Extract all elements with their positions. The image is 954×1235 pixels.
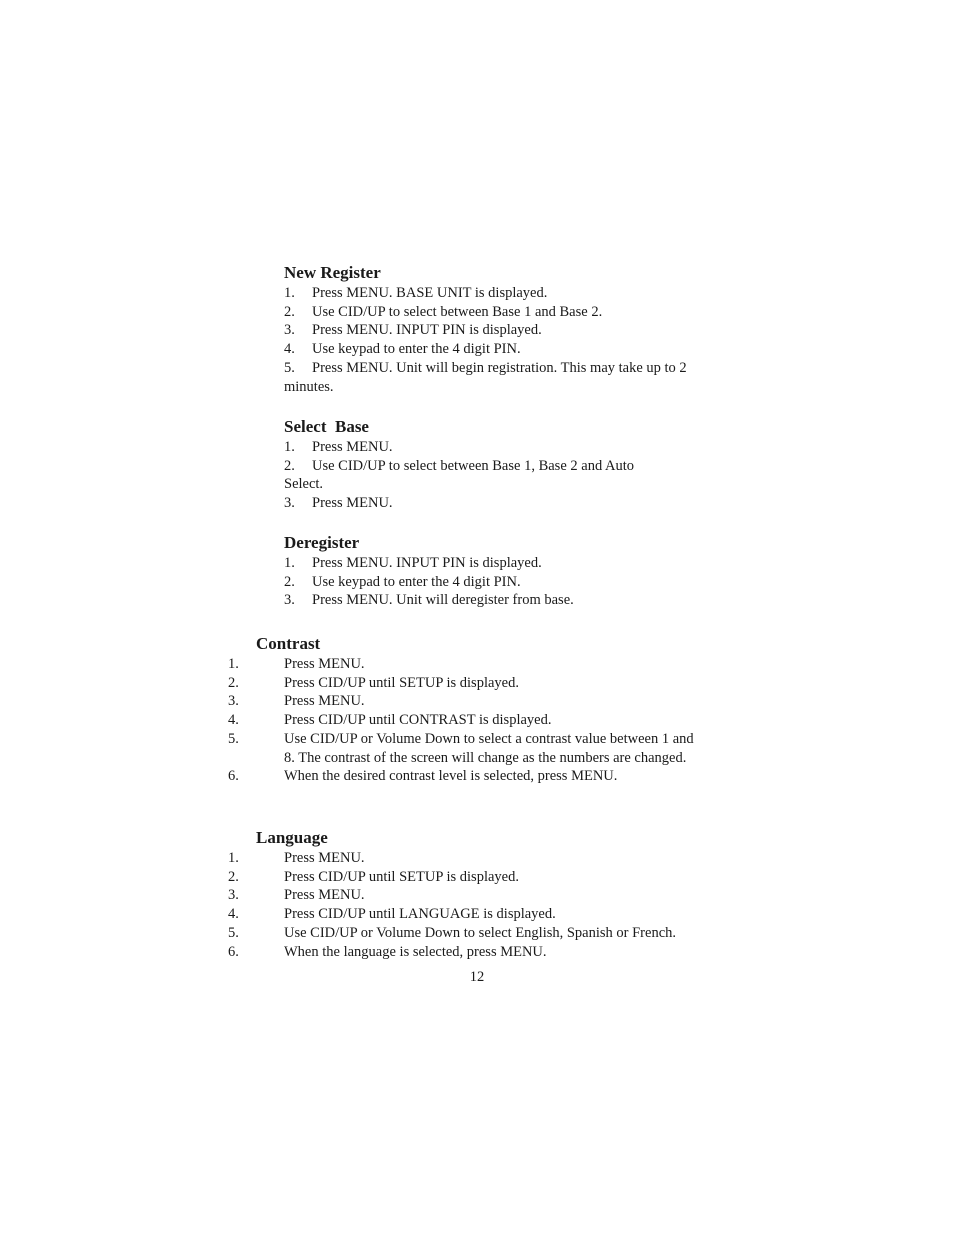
item-text: Use keypad to enter the 4 digit PIN. (312, 341, 521, 358)
item-number: 1. (228, 850, 239, 866)
item-number: 2. (284, 573, 295, 590)
item-text: Press MENU. (284, 850, 365, 866)
item-number: 1. (284, 285, 295, 301)
item-text: Press CID/UP until CONTRAST is displayed. (284, 712, 552, 729)
list-item (284, 359, 689, 396)
item-number: 5. (228, 924, 239, 941)
item-number: 3. (228, 887, 239, 904)
section-language (228, 827, 706, 961)
list-item (284, 438, 669, 457)
item-number: 4. (228, 906, 239, 923)
section-heading: Deregister (284, 533, 360, 552)
item-number: 3. (228, 693, 239, 710)
item-text: Press MENU. INPUT PIN is displayed. (312, 555, 542, 571)
list-item (228, 849, 706, 868)
list-item (228, 924, 706, 943)
section-deregister (284, 532, 689, 610)
item-text: Press MENU. (312, 439, 393, 455)
list-item (284, 457, 669, 494)
list-item (228, 886, 706, 905)
list-item (228, 655, 696, 674)
list-item (228, 905, 706, 924)
section-contrast (228, 633, 696, 786)
item-number: 1. (284, 555, 295, 571)
item-text: Press MENU. BASE UNIT is displayed. (312, 285, 548, 301)
list-item (284, 321, 689, 340)
item-text: Press MENU. Unit will begin registration. This may take up to 2 minutes. (284, 359, 687, 395)
list-item (284, 303, 689, 322)
item-text: Press CID/UP until SETUP is displayed. (284, 868, 519, 885)
item-number: 3. (284, 592, 295, 609)
item-text: Press MENU. Unit will deregister from base. (312, 592, 574, 609)
list-item (284, 573, 689, 592)
item-text: When the desired contrast level is selected, press MENU. (284, 768, 618, 785)
item-text: Use CID/UP to select between Base 1 and Base 2. (312, 303, 603, 320)
section-heading: Language (256, 828, 328, 847)
item-number: 3. (284, 322, 295, 339)
item-number: 1. (284, 439, 295, 455)
section-heading: New Register (284, 263, 381, 282)
list-item (228, 674, 696, 693)
item-number: 2. (228, 674, 239, 691)
section-select-base (284, 416, 669, 513)
item-number: 5. (284, 359, 295, 376)
list-item (284, 284, 689, 303)
list-item (228, 730, 696, 767)
item-number: 4. (284, 341, 295, 358)
item-number: 1. (228, 656, 239, 672)
section-new-register (284, 262, 689, 396)
list-item (228, 868, 706, 887)
item-number: 6. (228, 943, 239, 960)
item-text: Press CID/UP until SETUP is displayed. (284, 674, 519, 691)
item-text: Use CID/UP to select between Base 1, Base 2 and Auto Select. (284, 457, 635, 493)
item-text: Press MENU. (284, 693, 365, 710)
item-number: 5. (228, 730, 239, 747)
item-number: 2. (284, 457, 295, 474)
list-item (228, 692, 696, 711)
item-text: Use CID/UP or Volume Down to select a contrast value between 1 and 8. The contrast of the screen will change as the numbers are changed. (284, 730, 694, 766)
section-heading: Select Base (284, 417, 369, 436)
item-text: Use keypad to enter the 4 digit PIN. (312, 573, 521, 590)
page-number: 12 (469, 969, 485, 985)
item-text: Use CID/UP or Volume Down to select English, Spanish or French. (284, 924, 677, 941)
list-item (284, 591, 689, 610)
list-item (284, 554, 689, 573)
item-number: 4. (228, 712, 239, 729)
item-text: When the language is selected, press MENU. (284, 943, 547, 960)
list-item (284, 340, 689, 359)
item-text: Press CID/UP until LANGUAGE is displayed. (284, 906, 556, 923)
item-number: 3. (284, 495, 295, 512)
list-item (284, 494, 669, 513)
item-text: Press MENU. (284, 656, 365, 672)
item-text: Press MENU. (284, 887, 365, 904)
item-number: 2. (284, 303, 295, 320)
item-text: Press MENU. (312, 495, 393, 512)
list-item (228, 711, 696, 730)
item-number: 2. (228, 868, 239, 885)
list-item (228, 943, 706, 962)
list-item (228, 767, 696, 786)
section-heading: Contrast (256, 634, 321, 653)
item-number: 6. (228, 768, 239, 785)
item-text: Press MENU. INPUT PIN is displayed. (312, 322, 542, 339)
